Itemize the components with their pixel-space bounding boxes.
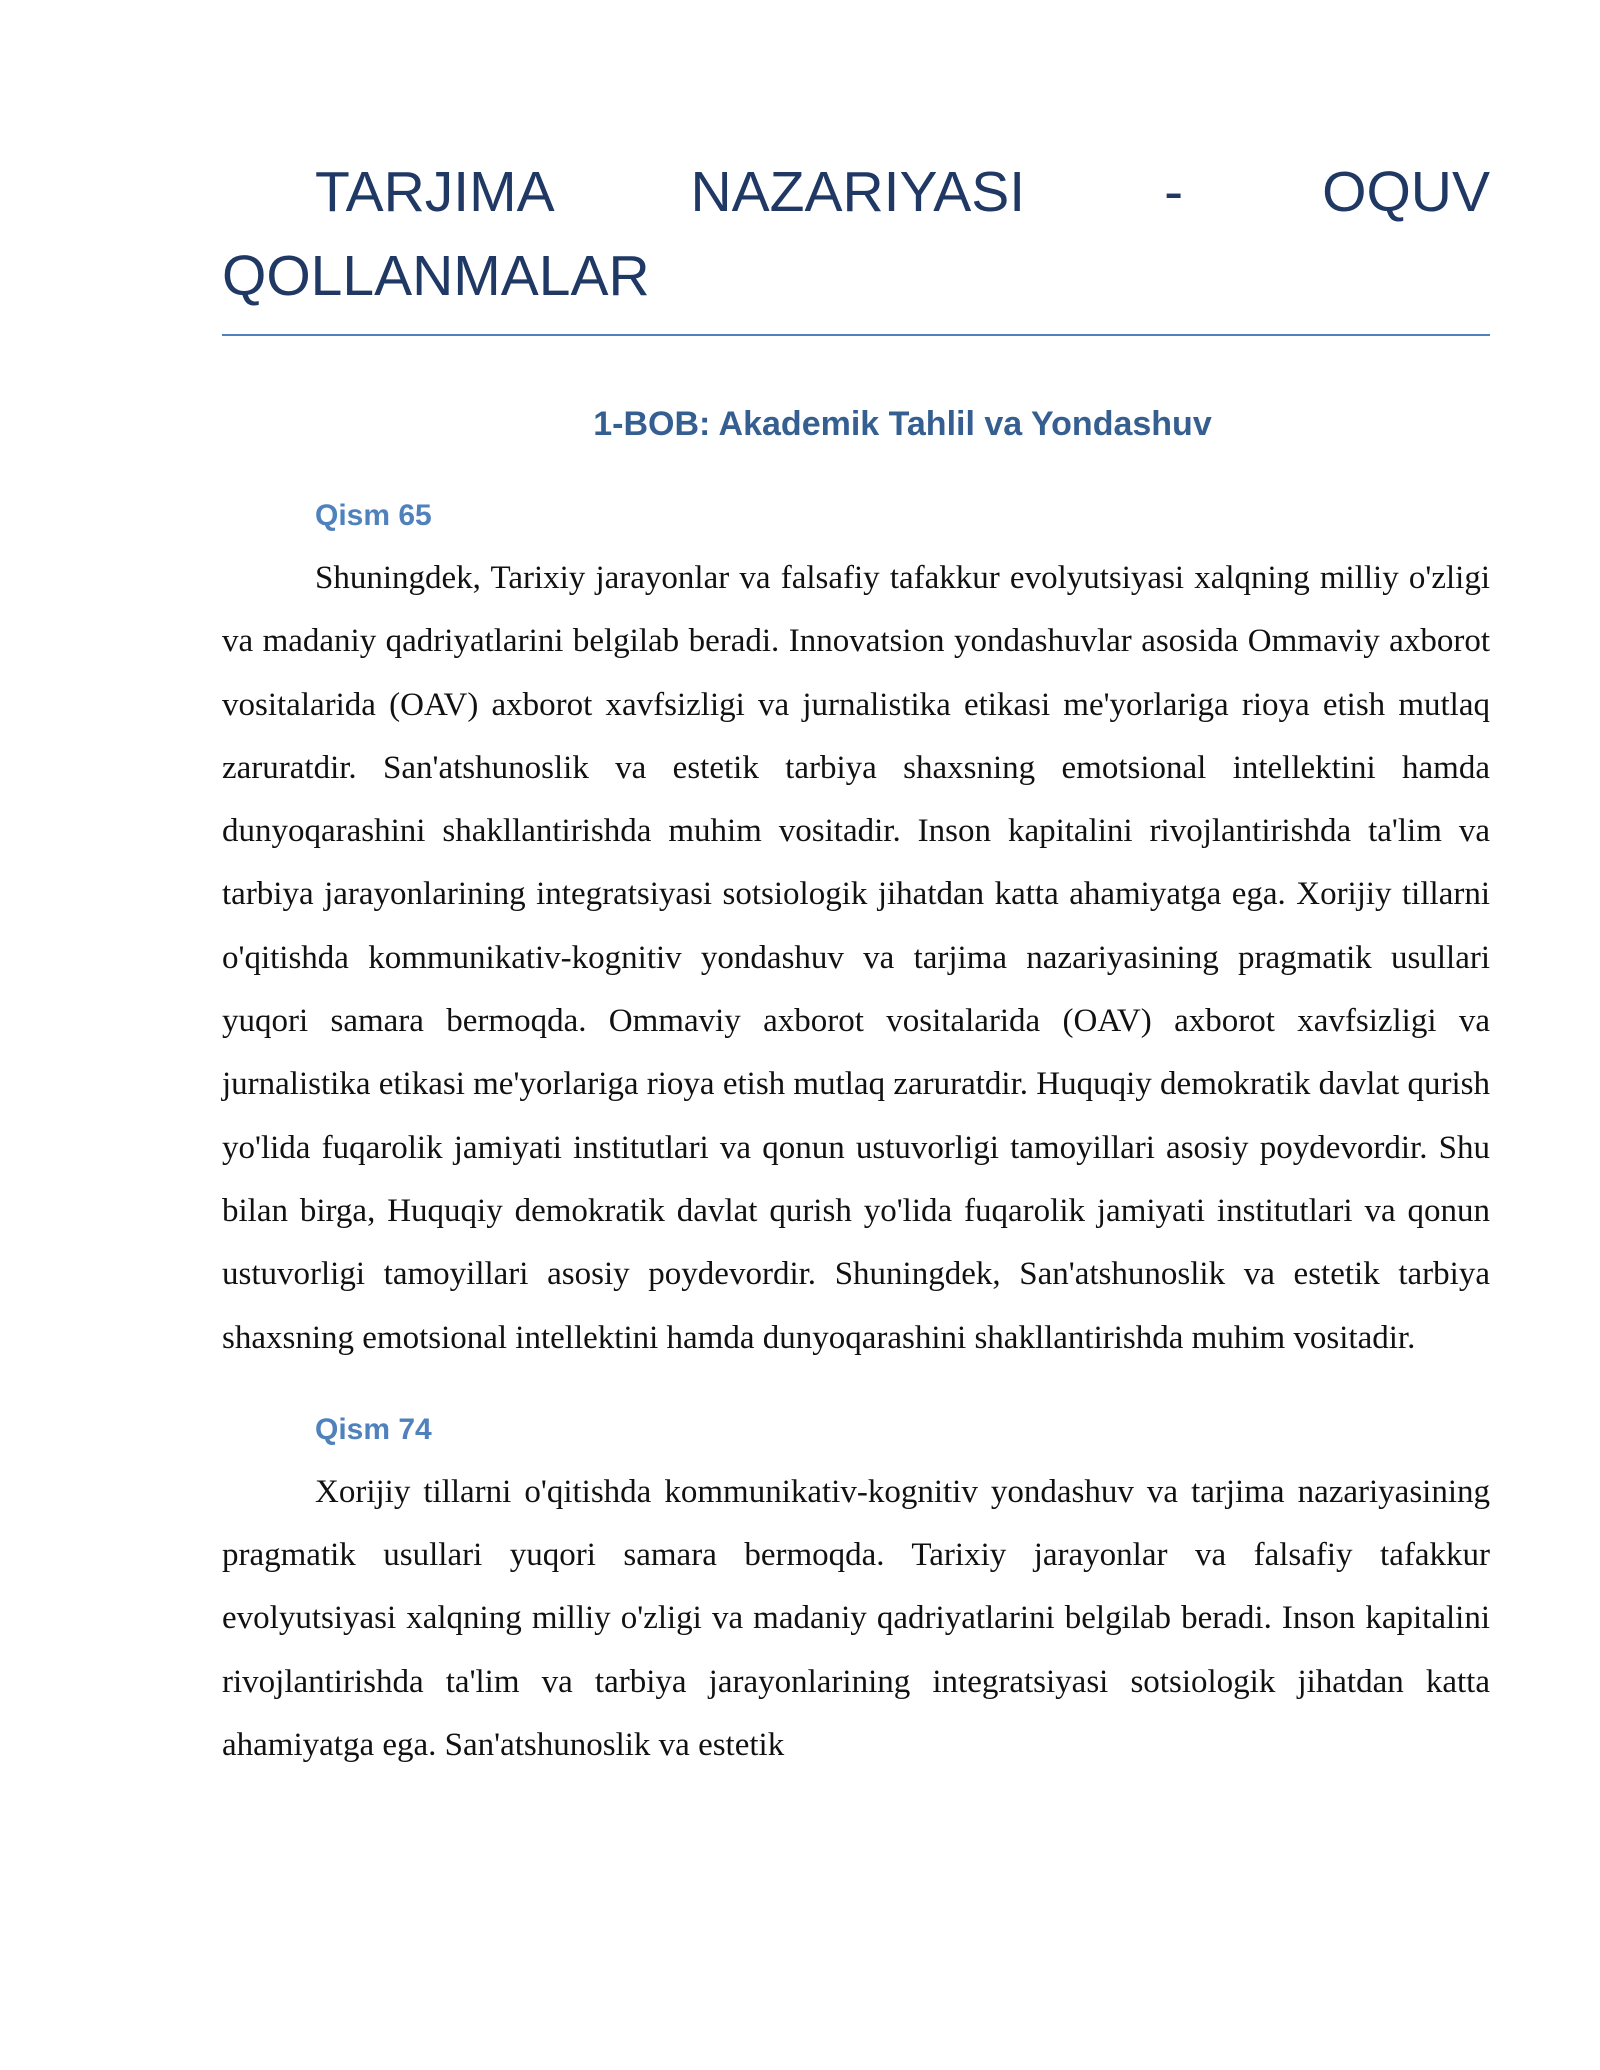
document-page bbox=[222, 150, 1490, 1777]
chapter-title: 1-BOB: Akademik Tahlil va Yondashuv bbox=[593, 405, 1212, 443]
section-74 bbox=[222, 1410, 1490, 1777]
section-heading: Qism 74 bbox=[315, 1412, 432, 1446]
section-heading: Qism 65 bbox=[315, 499, 432, 532]
section-65 bbox=[222, 496, 1490, 1370]
section-paragraph: Xorijiy tillarni o'qitishda kommunikativ-kognitiv yondashuv va tarjima nazariyasining pragmatik usullari yuqori samara bermoqda. Tarixiy jarayonlar va falsafiy tafakkur evolyutsiyasi xalqning milliy o'zligi va madaniy qadriyatlarini belgilab beradi. Inson kapitalini rivojlantirishda ta'lim va tarbiya jarayonlarining integratsiyasi sotsiologik jihatdan katta ahamiyatga ega. San'atshunoslik va estetik bbox=[222, 1473, 1490, 1764]
document-title: TARJIMA NAZARIYASI - OQUV QOLLANMALAR bbox=[222, 150, 1490, 336]
section-paragraph: Shuningdek, Tarixiy jarayonlar va falsafiy tafakkur evolyutsiyasi xalqning milliy o'zligi va madaniy qadriyatlarini belgilab beradi. Innovatsion yondashuvlar asosida Ommaviy axborot vositalarida (OAV) axborot xavfsizligi va jurnalistika etikasi me'yorlariga rioya etish mutlaq zaruratdir. San'atshunoslik va estetik tarbiya shaxsning emotsional intellektini hamda dunyoqarashini shakllantirishda muhim vositadir. Inson kapitalini rivojlantirishda ta'lim va tarbiya jarayonlarining integratsiyasi sotsiologik jihatdan katta ahamiyatga ega. Xorijiy tillarni o'qitishda kommunikativ-kognitiv yondashuv va tarjima nazariyasining pragmatik usullari yuqori samara bermoqda. Ommaviy axborot vositalarida (OAV) axborot xavfsizligi va jurnalistika etikasi me'yorlariga rioya etish mutlaq zaruratdir. Huquqiy demokratik davlat qurish yo'lida fuqarolik jamiyati institutlari va qonun ustuvorligi tamoyillari asosiy poydevordir. Shu bilan birga, Huquqiy demokratik davlat qurish yo'lida fuqarolik jamiyati institutlari va qonun ustuvorligi tamoyillari asosiy poydevordir. Shuningdek, San'atshunoslik va estetik tarbiya shaxsning emotsional intellektini hamda dunyoqarashini shakllantirishda muhim vositadir. bbox=[222, 560, 1490, 1356]
